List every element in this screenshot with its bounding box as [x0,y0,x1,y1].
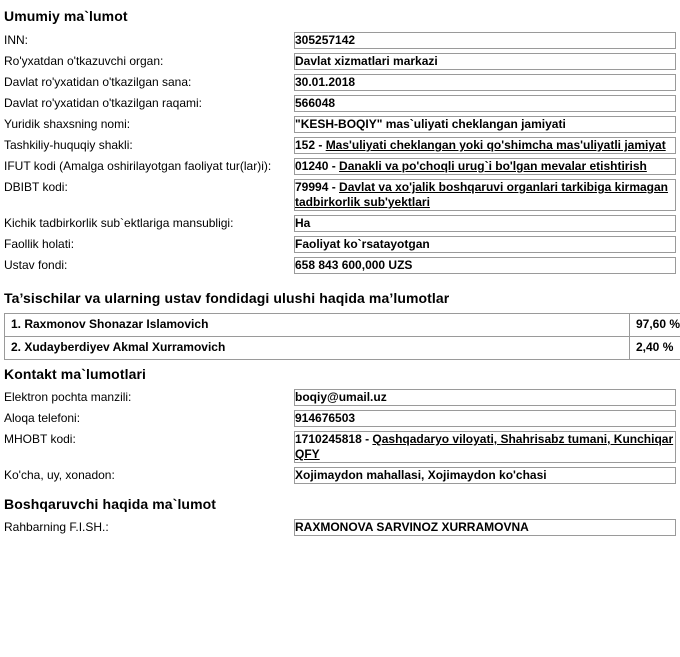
table-row [4,237,676,253]
row-label: Aloqa telefoni: [4,410,81,425]
table-row [4,117,676,133]
table-row [5,337,680,360]
founder-share: 2,40 % [630,337,680,360]
row-label: DBIBT kodi: [4,179,68,194]
contact-info-table [4,389,676,484]
value-prefix: 79994 - [295,180,340,194]
row-label: Yuridik shaxsning nomi: [4,116,131,131]
row-value: 566048 [295,96,676,112]
row-label: Rahbarning F.I.SH.: [4,519,109,534]
founder-name: 2. Xudayberdiyev Akmal Xurramovich [5,337,630,360]
table-row [4,411,676,427]
table-row [5,314,680,337]
value-link[interactable]: Mas'uliyati cheklangan yoki qo'shimcha mas'uliyatli jamiyat [325,138,666,152]
row-value: Xojimaydon mahallasi, Xojimaydon ko'chasi [295,468,676,484]
row-value: Ha [295,216,676,232]
row-value: boqiy@umail.uz [295,390,676,406]
table-row [4,216,676,232]
row-value: 305257142 [295,33,676,49]
value-link[interactable]: Davlat va xo'jalik boshqaruvi organlari tarkibiga kirmagan tadbirkorlik sub'yektlari [295,180,669,209]
row-value: Davlat xizmatlari markazi [295,54,676,70]
value-link[interactable]: Qashqadaryo viloyati, Shahrisabz tumani, Kunchiqar QFY [295,432,674,461]
general-info-table [4,32,676,274]
founders-section-title: Ta’sischilar va ularning ustav fondidagi ulushi haqida ma’lumotlar [4,290,450,306]
row-label: Davlat ro'yxatidan o'tkazilgan raqami: [4,95,203,110]
table-row [4,75,676,91]
founder-share: 97,60 % [630,314,680,337]
row-value [295,432,676,463]
table-row [4,180,676,211]
row-label: Ro'yxatdan o'tkazuvchi organ: [4,53,164,68]
row-value: 658 843 600,000 UZS [295,258,676,274]
founders-table [4,313,680,360]
table-row [4,468,676,484]
row-label: Ko'cha, uy, xonadon: [4,467,115,482]
contact-section-title: Kontakt ma`lumotlari [4,366,147,382]
row-value [295,138,676,154]
table-row [4,96,676,112]
value-prefix: 1710245818 - [295,432,373,446]
general-section-title: Umumiy ma`lumot [4,8,128,24]
row-value [295,180,676,211]
row-label: Ustav fondi: [4,257,68,272]
table-row [4,520,676,536]
table-row [4,390,676,406]
table-row [4,258,676,274]
row-value: 30.01.2018 [295,75,676,91]
row-label: MHOBT kodi: [4,431,76,446]
row-value: Faoliyat ko`rsatayotgan [295,237,676,253]
value-link[interactable]: Danakli va po'choqli urug`i bo'lgan mevalar etishtirish [339,159,647,173]
row-value: RAXMONOVA SARVINOZ XURRAMOVNA [295,520,676,536]
row-label: IFUT kodi (Amalga oshirilayotgan faoliyat tur(lar)i): [4,158,272,173]
row-value: "KESH-BOQIY" mas`uliyati cheklangan jamiyati [295,117,676,133]
table-row [4,159,676,175]
value-prefix: 152 - [295,138,326,152]
founder-name: 1. Raxmonov Shonazar Islamovich [5,314,630,337]
table-row [4,33,676,49]
row-label: Kichik tadbirkorlik sub`ektlariga mansubligi: [4,215,234,230]
manager-section-title: Boshqaruvchi haqida ma`lumot [4,496,217,512]
row-value [295,159,676,175]
table-row [4,138,676,154]
table-row [4,54,676,70]
row-label: Elektron pochta manzili: [4,389,132,404]
manager-info-table [4,519,676,536]
table-row [4,432,676,463]
row-label: INN: [4,32,28,47]
row-label: Tashkiliy-huquqiy shakli: [4,137,133,152]
row-label: Faollik holati: [4,236,75,251]
value-prefix: 01240 - [295,159,340,173]
row-value: 914676503 [295,411,676,427]
row-label: Davlat ro'yxatidan o'tkazilgan sana: [4,74,192,89]
